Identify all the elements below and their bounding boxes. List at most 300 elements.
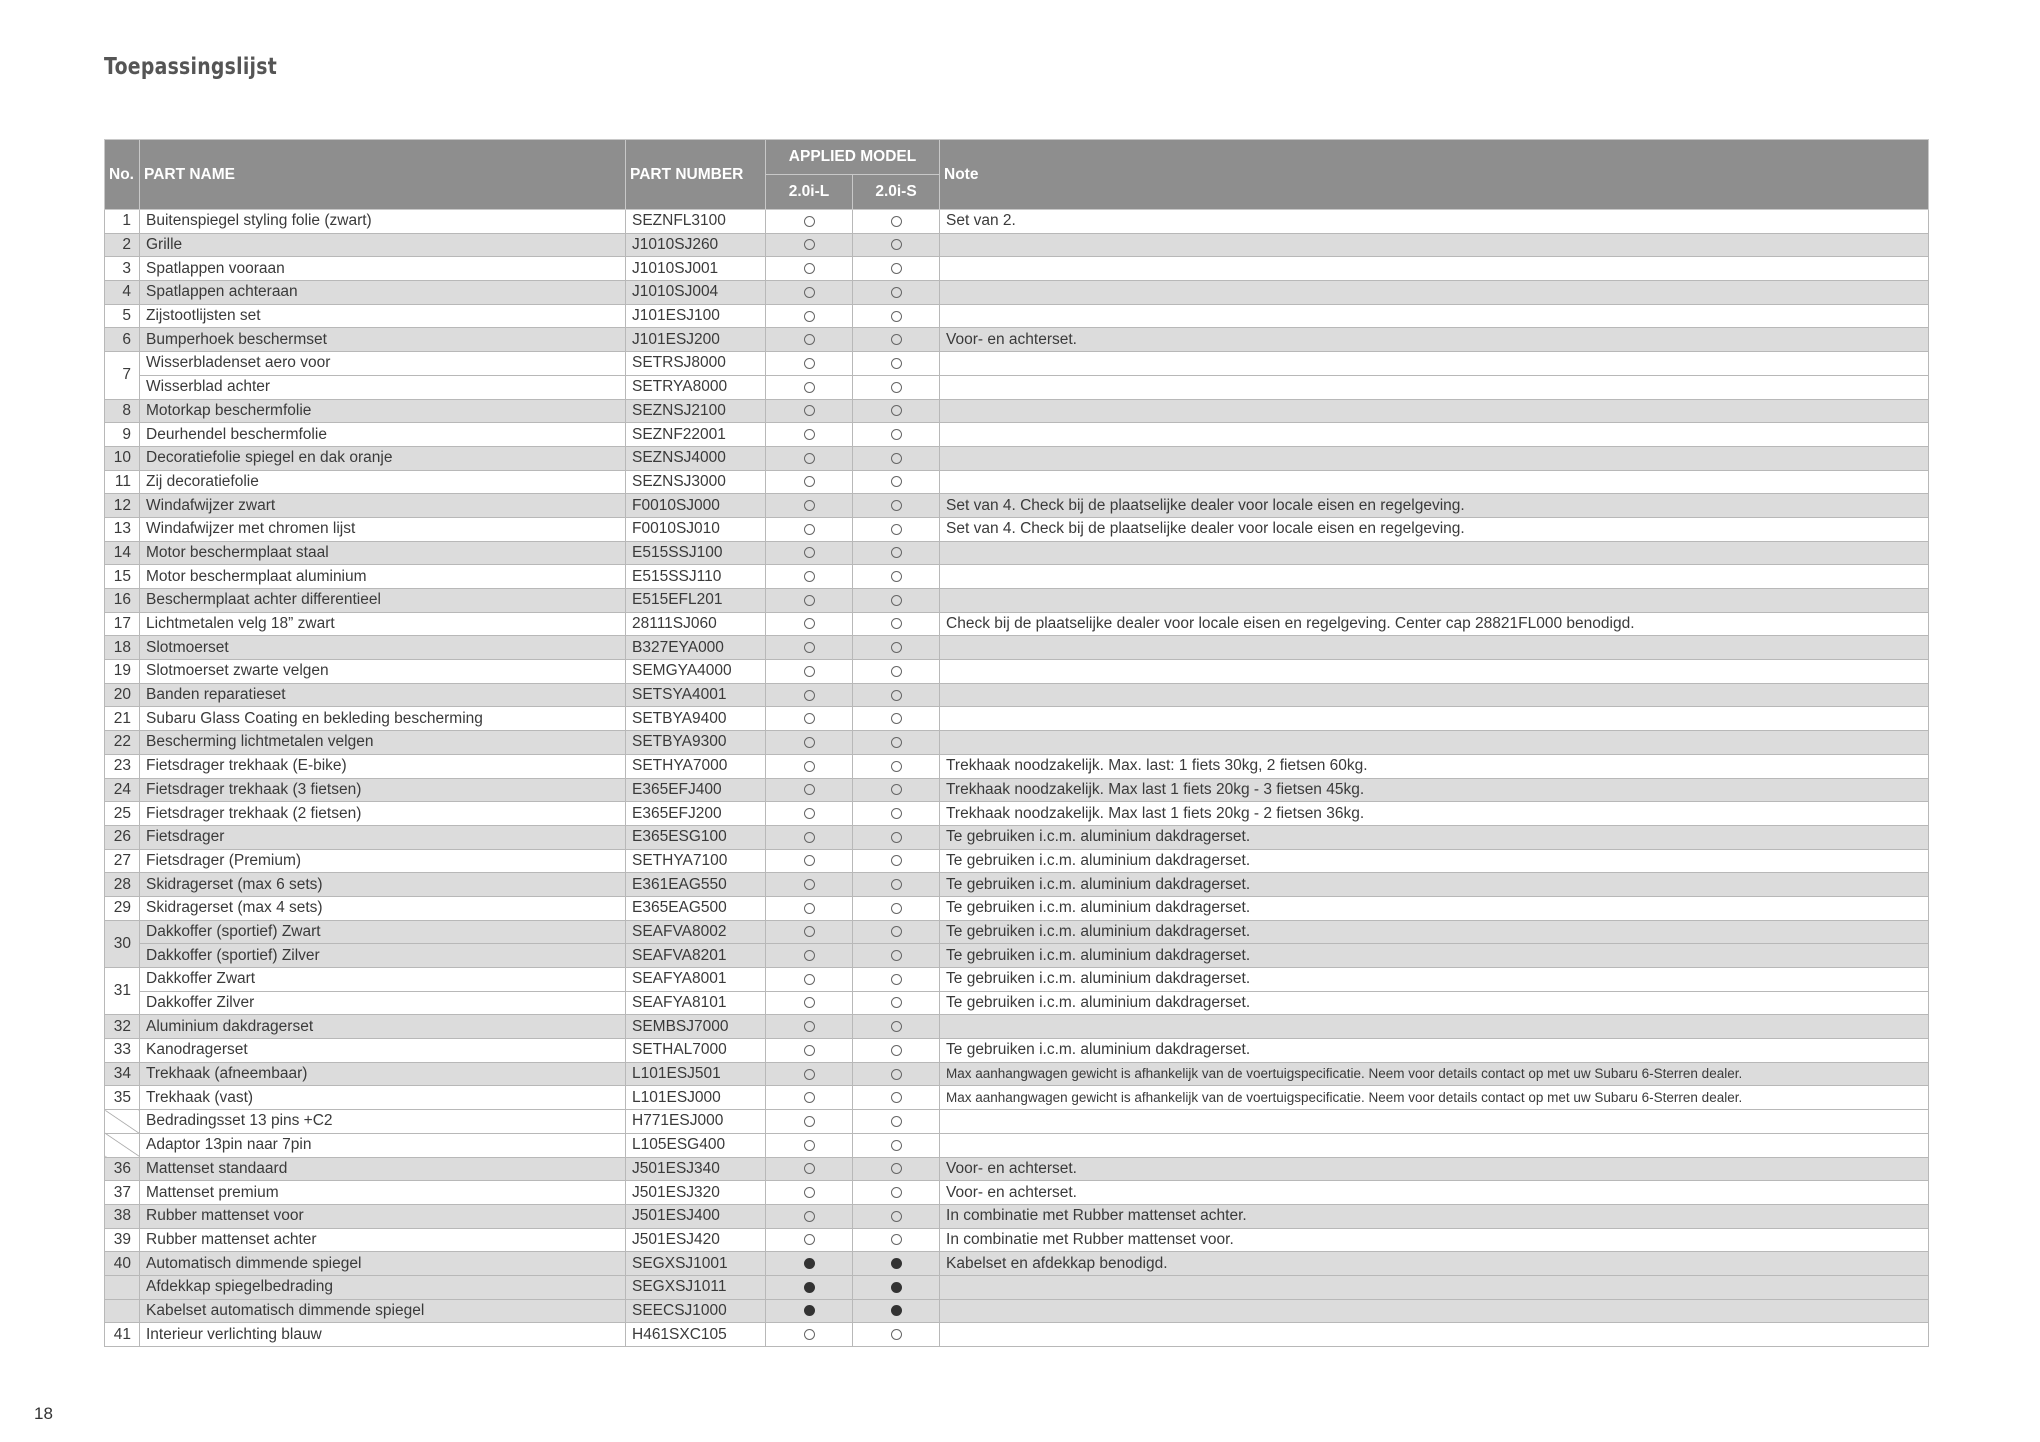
open-circle-icon xyxy=(804,1234,815,1245)
part-note: Te gebruiken i.c.m. aluminium dakdragerset. xyxy=(940,944,1929,968)
part-note xyxy=(940,375,1929,399)
row-number: 9 xyxy=(105,423,140,447)
applied-model-l-cell xyxy=(766,1275,853,1299)
open-circle-icon xyxy=(891,1069,902,1080)
part-number: SEZNF22001 xyxy=(626,423,766,447)
part-note xyxy=(940,470,1929,494)
table-row xyxy=(105,873,1929,897)
open-circle-icon xyxy=(891,926,902,937)
part-note: In combinatie met Rubber mattenset achter. xyxy=(940,1204,1929,1228)
open-circle-icon xyxy=(804,737,815,748)
part-note xyxy=(940,541,1929,565)
applied-model-s-cell xyxy=(853,1039,940,1063)
applied-model-l-cell xyxy=(766,1110,853,1134)
open-circle-icon xyxy=(891,524,902,535)
open-circle-icon xyxy=(804,1045,815,1056)
applied-model-s-cell xyxy=(853,873,940,897)
part-number: SEAFYA8101 xyxy=(626,991,766,1015)
open-circle-icon xyxy=(891,1187,902,1198)
open-circle-icon xyxy=(804,855,815,866)
open-circle-icon xyxy=(804,690,815,701)
part-name: Motor beschermplaat staal xyxy=(140,541,626,565)
applied-model-s-cell xyxy=(853,1204,940,1228)
row-number xyxy=(105,1299,140,1323)
page-title: Toepassingslijst xyxy=(104,54,277,80)
row-number: 5 xyxy=(105,304,140,328)
applied-model-l-cell xyxy=(766,1181,853,1205)
part-note: Te gebruiken i.c.m. aluminium dakdragerset. xyxy=(940,968,1929,992)
open-circle-icon xyxy=(804,263,815,274)
row-number: 16 xyxy=(105,589,140,613)
table-row xyxy=(105,731,1929,755)
applied-model-l-cell xyxy=(766,825,853,849)
applied-model-l-cell xyxy=(766,589,853,613)
open-circle-icon xyxy=(804,476,815,487)
part-note xyxy=(940,589,1929,613)
open-circle-icon xyxy=(891,287,902,298)
applied-model-s-cell xyxy=(853,1062,940,1086)
table-row xyxy=(105,1275,1929,1299)
row-number: 29 xyxy=(105,896,140,920)
applied-model-l-cell xyxy=(766,304,853,328)
table-row xyxy=(105,565,1929,589)
row-number: 27 xyxy=(105,849,140,873)
open-circle-icon xyxy=(804,571,815,582)
open-circle-icon xyxy=(891,500,902,511)
part-note xyxy=(940,683,1929,707)
applied-model-s-cell xyxy=(853,375,940,399)
applied-model-s-cell xyxy=(853,328,940,352)
part-note xyxy=(940,565,1929,589)
applied-model-l-cell xyxy=(766,233,853,257)
table-row xyxy=(105,683,1929,707)
table-row xyxy=(105,210,1929,234)
row-number: 14 xyxy=(105,541,140,565)
open-circle-icon xyxy=(804,1211,815,1222)
applied-model-s-cell xyxy=(853,281,940,305)
open-circle-icon xyxy=(891,476,902,487)
applied-model-s-cell xyxy=(853,589,940,613)
col-header-model-l: 2.0i-L xyxy=(766,175,853,210)
row-number: 33 xyxy=(105,1039,140,1063)
open-circle-icon xyxy=(891,1140,902,1151)
col-header-model-s: 2.0i-S xyxy=(853,175,940,210)
open-circle-icon xyxy=(804,595,815,606)
applied-model-l-cell xyxy=(766,636,853,660)
part-note: Voor- en achterset. xyxy=(940,1157,1929,1181)
part-name: Spatlappen vooraan xyxy=(140,257,626,281)
part-note xyxy=(940,352,1929,376)
part-note xyxy=(940,446,1929,470)
applied-model-s-cell xyxy=(853,1323,940,1347)
part-name: Dakkoffer (sportief) Zilver xyxy=(140,944,626,968)
part-number: F0010SJ010 xyxy=(626,517,766,541)
open-circle-icon xyxy=(804,216,815,227)
applied-model-l-cell xyxy=(766,612,853,636)
applied-model-l-cell xyxy=(766,1039,853,1063)
open-circle-icon xyxy=(891,832,902,843)
row-number: 4 xyxy=(105,281,140,305)
row-number: 24 xyxy=(105,778,140,802)
row-number: 21 xyxy=(105,707,140,731)
row-number: 18 xyxy=(105,636,140,660)
applied-model-l-cell xyxy=(766,731,853,755)
row-number: 34 xyxy=(105,1062,140,1086)
open-circle-icon xyxy=(804,500,815,511)
part-number: L101ESJ501 xyxy=(626,1062,766,1086)
part-name: Buitenspiegel styling folie (zwart) xyxy=(140,210,626,234)
part-name: Spatlappen achteraan xyxy=(140,281,626,305)
applied-model-l-cell xyxy=(766,896,853,920)
part-name: Automatisch dimmende spiegel xyxy=(140,1252,626,1276)
applied-model-l-cell xyxy=(766,1299,853,1323)
part-name: Trekhaak (afneembaar) xyxy=(140,1062,626,1086)
table-row xyxy=(105,352,1929,376)
part-note: Max aanhangwagen gewicht is afhankelijk van de voertuigspecificatie. Neem voor details contact op met uw Subaru 6-Sterren dealer. xyxy=(940,1062,1929,1086)
part-number: J1010SJ001 xyxy=(626,257,766,281)
part-number: E365EFJ200 xyxy=(626,802,766,826)
part-number: E515SSJ100 xyxy=(626,541,766,565)
part-name: Fietsdrager trekhaak (E-bike) xyxy=(140,754,626,778)
part-note: Voor- en achterset. xyxy=(940,328,1929,352)
applied-model-l-cell xyxy=(766,944,853,968)
row-number: 11 xyxy=(105,470,140,494)
part-note: Te gebruiken i.c.m. aluminium dakdragerset. xyxy=(940,825,1929,849)
applied-model-l-cell xyxy=(766,375,853,399)
part-number: SEMBSJ7000 xyxy=(626,1015,766,1039)
open-circle-icon xyxy=(804,808,815,819)
table-row xyxy=(105,612,1929,636)
table-row xyxy=(105,1204,1929,1228)
part-name: Mattenset standaard xyxy=(140,1157,626,1181)
open-circle-icon xyxy=(804,429,815,440)
filled-circle-icon xyxy=(891,1282,902,1293)
open-circle-icon xyxy=(804,903,815,914)
part-name: Wisserblad achter xyxy=(140,375,626,399)
part-note: Trekhaak noodzakelijk. Max. last: 1 fiets 30kg, 2 fietsen 60kg. xyxy=(940,754,1929,778)
part-name: Trekhaak (vast) xyxy=(140,1086,626,1110)
part-name: Rubber mattenset voor xyxy=(140,1204,626,1228)
page-number: 18 xyxy=(34,1404,53,1423)
applied-model-l-cell xyxy=(766,849,853,873)
open-circle-icon xyxy=(891,216,902,227)
part-name: Slotmoerset zwarte velgen xyxy=(140,660,626,684)
part-number: SETBYA9400 xyxy=(626,707,766,731)
row-number: 39 xyxy=(105,1228,140,1252)
part-number: SEGXSJ1001 xyxy=(626,1252,766,1276)
part-name: Decoratiefolie spiegel en dak oranje xyxy=(140,446,626,470)
part-name: Subaru Glass Coating en bekleding bescherming xyxy=(140,707,626,731)
open-circle-icon xyxy=(891,713,902,724)
part-number: SEAFVA8002 xyxy=(626,920,766,944)
table-row xyxy=(105,896,1929,920)
applied-model-s-cell xyxy=(853,1181,940,1205)
filled-circle-icon xyxy=(804,1282,815,1293)
row-number: 31 xyxy=(105,968,140,1015)
open-circle-icon xyxy=(891,263,902,274)
part-number: J101ESJ100 xyxy=(626,304,766,328)
applied-model-s-cell xyxy=(853,825,940,849)
applied-model-s-cell xyxy=(853,210,940,234)
row-number: 26 xyxy=(105,825,140,849)
part-note: Te gebruiken i.c.m. aluminium dakdragerset. xyxy=(940,896,1929,920)
part-number: SETBYA9300 xyxy=(626,731,766,755)
part-name: Afdekkap spiegelbedrading xyxy=(140,1275,626,1299)
row-number: 3 xyxy=(105,257,140,281)
part-note xyxy=(940,660,1929,684)
applied-model-l-cell xyxy=(766,494,853,518)
open-circle-icon xyxy=(804,1069,815,1080)
part-number: E365ESG100 xyxy=(626,825,766,849)
part-name: Interieur verlichting blauw xyxy=(140,1323,626,1347)
applied-model-s-cell xyxy=(853,683,940,707)
applied-model-s-cell xyxy=(853,541,940,565)
row-number: 41 xyxy=(105,1323,140,1347)
open-circle-icon xyxy=(891,879,902,890)
part-name: Rubber mattenset achter xyxy=(140,1228,626,1252)
table-row xyxy=(105,825,1929,849)
table-row xyxy=(105,944,1929,968)
part-name: Zijstootlijsten set xyxy=(140,304,626,328)
table-row xyxy=(105,754,1929,778)
row-number: 20 xyxy=(105,683,140,707)
table-row xyxy=(105,1015,1929,1039)
open-circle-icon xyxy=(891,997,902,1008)
part-name: Lichtmetalen velg 18” zwart xyxy=(140,612,626,636)
part-number: SEAFVA8201 xyxy=(626,944,766,968)
applied-model-s-cell xyxy=(853,1299,940,1323)
part-note: Set van 2. xyxy=(940,210,1929,234)
table-row xyxy=(105,494,1929,518)
part-number: SEMGYA4000 xyxy=(626,660,766,684)
part-note: Te gebruiken i.c.m. aluminium dakdragerset. xyxy=(940,873,1929,897)
applied-model-s-cell xyxy=(853,636,940,660)
open-circle-icon xyxy=(804,926,815,937)
open-circle-icon xyxy=(891,784,902,795)
row-number: 36 xyxy=(105,1157,140,1181)
row-number: 37 xyxy=(105,1181,140,1205)
open-circle-icon xyxy=(804,1092,815,1103)
open-circle-icon xyxy=(891,855,902,866)
row-number: 17 xyxy=(105,612,140,636)
applied-model-l-cell xyxy=(766,541,853,565)
table-row xyxy=(105,1062,1929,1086)
part-name: Bedradingsset 13 pins +C2 xyxy=(140,1110,626,1134)
part-name: Beschermplaat achter differentieel xyxy=(140,589,626,613)
part-name: Windafwijzer met chromen lijst xyxy=(140,517,626,541)
filled-circle-icon xyxy=(891,1305,902,1316)
row-number: 22 xyxy=(105,731,140,755)
applied-model-l-cell xyxy=(766,517,853,541)
applied-model-s-cell xyxy=(853,470,940,494)
part-name: Skidragerset (max 4 sets) xyxy=(140,896,626,920)
table-row xyxy=(105,423,1929,447)
applied-model-l-cell xyxy=(766,328,853,352)
part-note: Set van 4. Check bij de plaatselijke dealer voor locale eisen en regelgeving. xyxy=(940,494,1929,518)
open-circle-icon xyxy=(891,1116,902,1127)
open-circle-icon xyxy=(804,547,815,558)
applied-model-s-cell xyxy=(853,920,940,944)
part-number: H771ESJ000 xyxy=(626,1110,766,1134)
open-circle-icon xyxy=(891,761,902,772)
applied-model-s-cell xyxy=(853,1252,940,1276)
open-circle-icon xyxy=(891,429,902,440)
row-number xyxy=(105,1110,140,1134)
part-name: Kanodragerset xyxy=(140,1039,626,1063)
open-circle-icon xyxy=(804,1116,815,1127)
row-number: 6 xyxy=(105,328,140,352)
part-name: Bumperhoek beschermset xyxy=(140,328,626,352)
part-name: Zij decoratiefolie xyxy=(140,470,626,494)
col-header-part-number: PART NUMBER xyxy=(626,140,766,210)
col-header-part-name: PART NAME xyxy=(140,140,626,210)
part-note: Trekhaak noodzakelijk. Max last 1 fiets 20kg - 2 fietsen 36kg. xyxy=(940,802,1929,826)
table-row xyxy=(105,991,1929,1015)
table-row xyxy=(105,968,1929,992)
applied-model-s-cell xyxy=(853,446,940,470)
row-number: 28 xyxy=(105,873,140,897)
part-number: SEZNSJ3000 xyxy=(626,470,766,494)
applied-model-l-cell xyxy=(766,968,853,992)
open-circle-icon xyxy=(891,1045,902,1056)
table-row xyxy=(105,1157,1929,1181)
open-circle-icon xyxy=(804,1163,815,1174)
part-name: Skidragerset (max 6 sets) xyxy=(140,873,626,897)
open-circle-icon xyxy=(891,903,902,914)
open-circle-icon xyxy=(891,382,902,393)
applied-model-l-cell xyxy=(766,1015,853,1039)
table-row xyxy=(105,375,1929,399)
part-note xyxy=(940,1133,1929,1157)
part-name: Fietsdrager (Premium) xyxy=(140,849,626,873)
applied-model-l-cell xyxy=(766,683,853,707)
table-row xyxy=(105,399,1929,423)
part-name: Dakkoffer Zwart xyxy=(140,968,626,992)
row-number: 10 xyxy=(105,446,140,470)
part-number: L105ESG400 xyxy=(626,1133,766,1157)
applied-model-s-cell xyxy=(853,1133,940,1157)
open-circle-icon xyxy=(891,239,902,250)
open-circle-icon xyxy=(804,784,815,795)
part-note xyxy=(940,257,1929,281)
open-circle-icon xyxy=(804,974,815,985)
open-circle-icon xyxy=(891,618,902,629)
part-number: SETHYA7000 xyxy=(626,754,766,778)
table-row xyxy=(105,328,1929,352)
open-circle-icon xyxy=(891,666,902,677)
applied-model-l-cell xyxy=(766,470,853,494)
open-circle-icon xyxy=(804,382,815,393)
part-number: SEZNSJ4000 xyxy=(626,446,766,470)
table-row xyxy=(105,636,1929,660)
table-row xyxy=(105,1110,1929,1134)
part-note: In combinatie met Rubber mattenset voor. xyxy=(940,1228,1929,1252)
filled-circle-icon xyxy=(891,1258,902,1269)
row-number: 40 xyxy=(105,1252,140,1276)
applied-model-s-cell xyxy=(853,352,940,376)
part-number: SETRSJ8000 xyxy=(626,352,766,376)
applied-model-s-cell xyxy=(853,754,940,778)
applied-model-l-cell xyxy=(766,1228,853,1252)
part-name: Banden reparatieset xyxy=(140,683,626,707)
open-circle-icon xyxy=(804,618,815,629)
open-circle-icon xyxy=(804,405,815,416)
part-note xyxy=(940,1275,1929,1299)
part-note: Kabelset en afdekkap benodigd. xyxy=(940,1252,1929,1276)
part-number: B327EYA000 xyxy=(626,636,766,660)
applied-model-s-cell xyxy=(853,731,940,755)
applied-model-s-cell xyxy=(853,1015,940,1039)
row-number: 25 xyxy=(105,802,140,826)
open-circle-icon xyxy=(891,595,902,606)
applied-model-l-cell xyxy=(766,991,853,1015)
part-note xyxy=(940,399,1929,423)
part-number: J1010SJ004 xyxy=(626,281,766,305)
open-circle-icon xyxy=(891,642,902,653)
open-circle-icon xyxy=(891,571,902,582)
table-row xyxy=(105,281,1929,305)
open-circle-icon xyxy=(804,761,815,772)
part-note: Voor- en achterset. xyxy=(940,1181,1929,1205)
part-number: SETRYA8000 xyxy=(626,375,766,399)
applied-model-s-cell xyxy=(853,399,940,423)
filled-circle-icon xyxy=(804,1305,815,1316)
open-circle-icon xyxy=(891,808,902,819)
table-row xyxy=(105,1228,1929,1252)
row-number: 19 xyxy=(105,660,140,684)
applied-model-s-cell xyxy=(853,1110,940,1134)
open-circle-icon xyxy=(891,547,902,558)
open-circle-icon xyxy=(891,1329,902,1340)
part-name: Dakkoffer (sportief) Zwart xyxy=(140,920,626,944)
row-number xyxy=(105,1133,140,1157)
table-row xyxy=(105,1299,1929,1323)
applied-model-s-cell xyxy=(853,612,940,636)
part-number: E365EAG500 xyxy=(626,896,766,920)
applied-model-l-cell xyxy=(766,873,853,897)
part-note xyxy=(940,1110,1929,1134)
part-number: SEAFYA8001 xyxy=(626,968,766,992)
applied-model-s-cell xyxy=(853,565,940,589)
part-note xyxy=(940,423,1929,447)
part-name: Windafwijzer zwart xyxy=(140,494,626,518)
applied-model-s-cell xyxy=(853,233,940,257)
part-number: J501ESJ340 xyxy=(626,1157,766,1181)
applied-model-l-cell xyxy=(766,1157,853,1181)
part-number: F0010SJ000 xyxy=(626,494,766,518)
open-circle-icon xyxy=(804,287,815,298)
part-number: J1010SJ260 xyxy=(626,233,766,257)
part-name: Adaptor 13pin naar 7pin xyxy=(140,1133,626,1157)
row-number: 38 xyxy=(105,1204,140,1228)
applied-model-s-cell xyxy=(853,257,940,281)
open-circle-icon xyxy=(804,879,815,890)
part-note: Trekhaak noodzakelijk. Max last 1 fiets 20kg - 3 fietsen 45kg. xyxy=(940,778,1929,802)
applied-model-s-cell xyxy=(853,991,940,1015)
applied-model-s-cell xyxy=(853,778,940,802)
part-number: SEGXSJ1011 xyxy=(626,1275,766,1299)
open-circle-icon xyxy=(804,1140,815,1151)
filled-circle-icon xyxy=(804,1258,815,1269)
part-note: Te gebruiken i.c.m. aluminium dakdragerset. xyxy=(940,991,1929,1015)
table-row xyxy=(105,541,1929,565)
open-circle-icon xyxy=(804,239,815,250)
open-circle-icon xyxy=(804,1329,815,1340)
applied-model-s-cell xyxy=(853,517,940,541)
part-name: Motor beschermplaat aluminium xyxy=(140,565,626,589)
applied-model-l-cell xyxy=(766,210,853,234)
table-row xyxy=(105,446,1929,470)
